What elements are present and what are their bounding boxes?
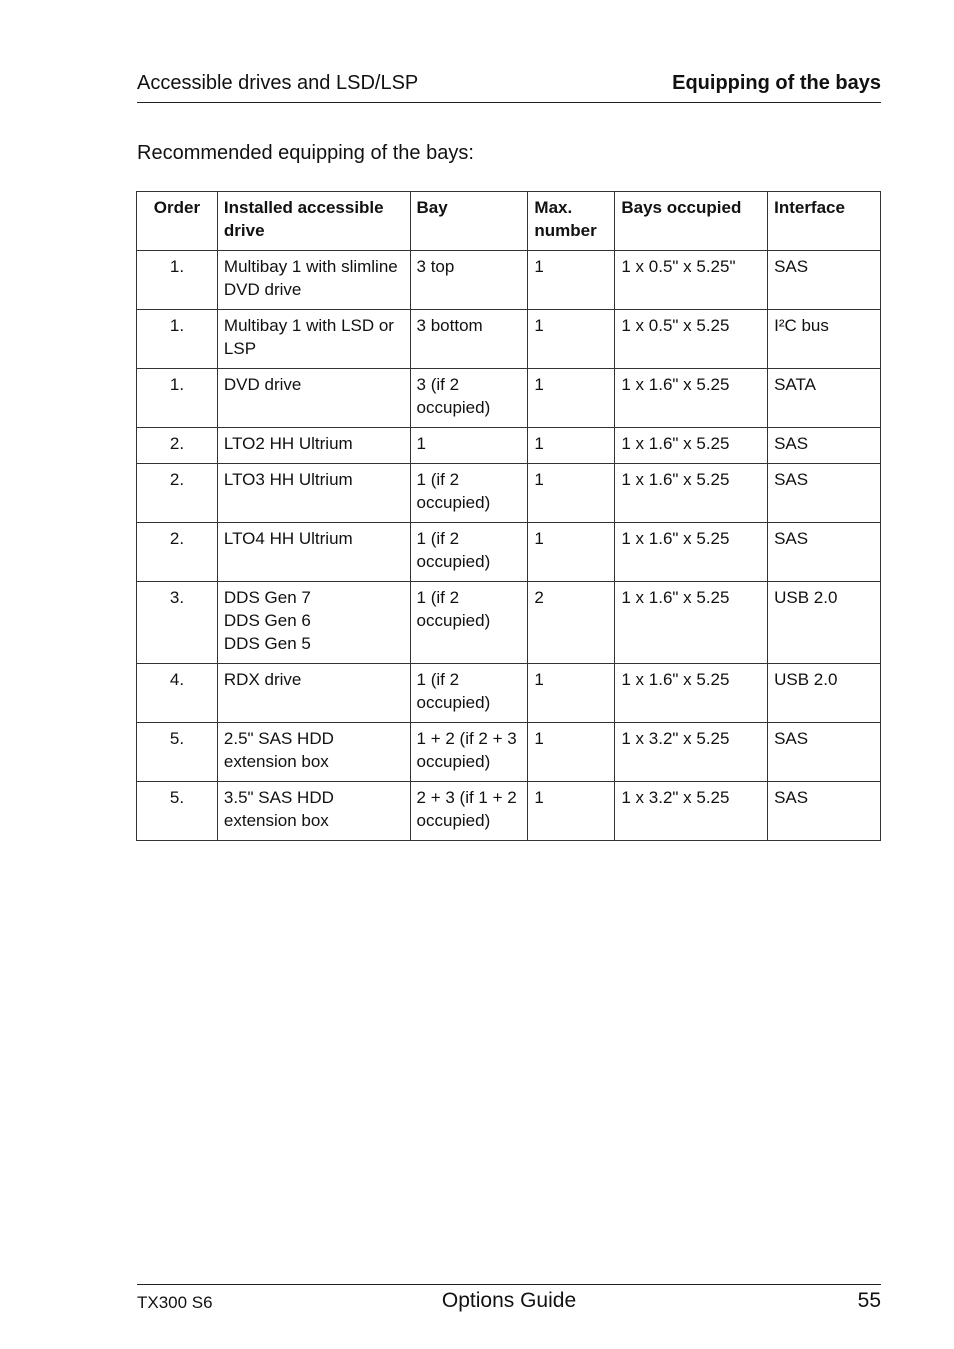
chapter-title: Equipping of the bays: [672, 72, 881, 94]
drive-cell: Multibay 1 with slimline DVD drive: [217, 251, 410, 310]
interface-cell: I²C bus: [768, 310, 881, 369]
max-number-cell: 1: [528, 369, 615, 428]
bay-cell: 3 bottom: [410, 310, 528, 369]
order-cell: 4.: [137, 664, 218, 723]
max-number-cell: 1: [528, 464, 615, 523]
order-cell: 1.: [137, 310, 218, 369]
max-number-cell: 1: [528, 782, 615, 841]
table-row: [137, 251, 881, 310]
bays-occupied-cell: 1 x 1.6" x 5.25: [615, 523, 768, 582]
drive-cell: DVD drive: [217, 369, 410, 428]
bays-occupied-cell: 1 x 1.6" x 5.25: [615, 464, 768, 523]
drive-cell: LTO4 HH Ultrium: [217, 523, 410, 582]
interface-cell: SAS: [768, 723, 881, 782]
interface-cell: SAS: [768, 523, 881, 582]
order-cell: 5.: [137, 782, 218, 841]
table-row: [137, 782, 881, 841]
order-cell: 2.: [137, 523, 218, 582]
table-row: [137, 464, 881, 523]
bay-cell: 1: [410, 428, 528, 464]
interface-cell: USB 2.0: [768, 582, 881, 664]
order-cell: 2.: [137, 428, 218, 464]
column-header-drive: Installed accessible drive: [217, 192, 410, 251]
column-header-max-number: Max. number: [528, 192, 615, 251]
max-number-cell: 1: [528, 523, 615, 582]
bay-cell: 1 (if 2 occupied): [410, 582, 528, 664]
drive-cell: RDX drive: [217, 664, 410, 723]
document-title: Options Guide: [441, 1289, 577, 1312]
table-row: [137, 582, 881, 664]
bays-occupied-cell: 1 x 1.6" x 5.25: [615, 428, 768, 464]
intro-text: Recommended equipping of the bays:: [137, 142, 474, 164]
bay-cell: 1 (if 2 occupied): [410, 464, 528, 523]
max-number-cell: 2: [528, 582, 615, 664]
bays-table: [136, 191, 881, 841]
drive-cell: DDS Gen 7 DDS Gen 6 DDS Gen 5: [217, 582, 410, 664]
order-cell: 3.: [137, 582, 218, 664]
max-number-cell: 1: [528, 428, 615, 464]
max-number-cell: 1: [528, 310, 615, 369]
interface-cell: SAS: [768, 251, 881, 310]
table-header-row: [137, 192, 881, 251]
column-header-order: Order: [137, 192, 218, 251]
bay-cell: 1 (if 2 occupied): [410, 664, 528, 723]
order-cell: 5.: [137, 723, 218, 782]
table-row: [137, 723, 881, 782]
interface-cell: SAS: [768, 428, 881, 464]
table-row: [137, 523, 881, 582]
page-footer: [137, 1284, 881, 1325]
bays-occupied-cell: 1 x 3.2" x 5.25: [615, 782, 768, 841]
bays-occupied-cell: 1 x 0.5" x 5.25: [615, 310, 768, 369]
order-cell: 1.: [137, 369, 218, 428]
order-cell: 2.: [137, 464, 218, 523]
drive-cell: LTO3 HH Ultrium: [217, 464, 410, 523]
table-row: [137, 310, 881, 369]
bays-occupied-cell: 1 x 0.5" x 5.25": [615, 251, 768, 310]
bay-cell: 1 (if 2 occupied): [410, 523, 528, 582]
drive-cell: 2.5" SAS HDD extension box: [217, 723, 410, 782]
section-title: Accessible drives and LSD/LSP: [137, 72, 419, 94]
table-row: [137, 369, 881, 428]
max-number-cell: 1: [528, 723, 615, 782]
order-cell: 1.: [137, 251, 218, 310]
interface-cell: SAS: [768, 464, 881, 523]
bay-cell: 3 (if 2 occupied): [410, 369, 528, 428]
interface-cell: USB 2.0: [768, 664, 881, 723]
product-name: TX300 S6: [137, 1293, 213, 1312]
page-header: [137, 70, 881, 103]
bays-occupied-cell: 1 x 3.2" x 5.25: [615, 723, 768, 782]
interface-cell: SAS: [768, 782, 881, 841]
bays-occupied-cell: 1 x 1.6" x 5.25: [615, 664, 768, 723]
column-header-interface: Interface: [768, 192, 881, 251]
bay-cell: 3 top: [410, 251, 528, 310]
column-header-bays-occupied: Bays occupied: [615, 192, 768, 251]
drive-cell: Multibay 1 with LSD or LSP: [217, 310, 410, 369]
bays-occupied-cell: 1 x 1.6" x 5.25: [615, 369, 768, 428]
table-row: [137, 428, 881, 464]
drive-cell: 3.5" SAS HDD extension box: [217, 782, 410, 841]
table-row: [137, 664, 881, 723]
bay-cell: 2 + 3 (if 1 + 2 occupied): [410, 782, 528, 841]
column-header-bay: Bay: [410, 192, 528, 251]
table-body: [137, 251, 881, 841]
interface-cell: SATA: [768, 369, 881, 428]
max-number-cell: 1: [528, 251, 615, 310]
drive-cell: LTO2 HH Ultrium: [217, 428, 410, 464]
max-number-cell: 1: [528, 664, 615, 723]
page-number: 55: [857, 1289, 881, 1312]
bays-occupied-cell: 1 x 1.6" x 5.25: [615, 582, 768, 664]
bay-cell: 1 + 2 (if 2 + 3 occupied): [410, 723, 528, 782]
